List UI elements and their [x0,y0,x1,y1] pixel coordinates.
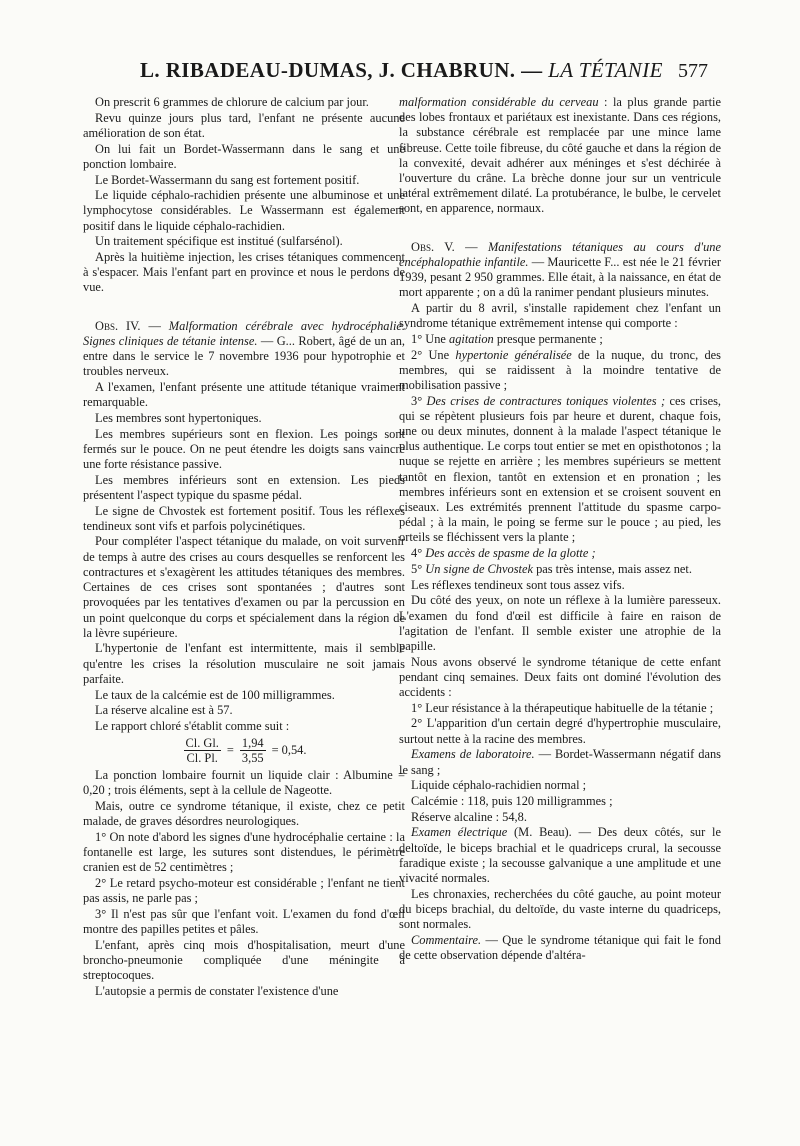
emphasis: agitation [449,331,494,346]
paragraph: Liquide céphalo-rachidien normal ; [411,778,587,793]
list-item [399,348,721,394]
fraction-labels [184,736,221,765]
paragraph [399,933,721,963]
paragraph: Le signe de Chvostek est fortement positif. Tous les réflexes tendineux sont vifs et parfois polycinétiques. [83,503,405,533]
text-run: presque permanente ; [493,331,603,346]
observation-5-heading [399,240,721,301]
observation-dash: — [140,318,169,333]
text-run: 3° [411,393,427,408]
section-label: Examens de laboratoire. [411,747,535,762]
paragraph: Le rapport chloré s'établit comme suit : [95,718,290,733]
text-run: (M. Beau). — Des deux côtés, sur le deltoïde, le biceps brachial et le quadriceps crural, la secousse faradique existe ; la secousse galvanique a une amplitude et une vivacité normales. [399,825,721,885]
paragraph: Les chronaxies, recherchées du côté gauche, au point moteur du biceps brachial, du deltoïde, du vaste interne du quadriceps, sont normales. [399,886,721,932]
emphasis: Un signe de Chvostek [425,561,533,576]
observation-title: Malformation cérébrale avec hydrocéphalie. Signes cliniques de tétanie intense. [83,318,405,348]
paragraph: Le taux de la calcémie est de 100 milligrammes. [95,687,335,702]
paragraph: Le liquide céphalo-rachidien présente une albuminose et une lymphocytose considérables. Le Wassermann est également positif dans le liquide céphalo-rachidien. [83,188,405,233]
observation-label: Obs. V. [411,239,455,254]
list-item [399,562,721,577]
observation-body: — G... Robert, âgé de un an, entre dans le service le 7 novembre 1936 pour hypotrophie et troubles nerveux. [83,333,405,379]
emphasis: Des accès de spasme de la glotte ; [425,546,596,561]
text-run: — Bordet-Wassermann négatif dans le sang ; [399,747,721,777]
paragraph: A l'examen, l'enfant présente une attitude tétanique vraiment remarquable. [83,379,405,410]
right-column [399,95,721,964]
paragraph: Réserve alcaline : 54,8. [411,809,527,824]
emphasis: Des crises de contractures toniques violentes ; [426,393,666,408]
running-header [140,58,708,88]
formula-equals: = [226,743,234,758]
list-item [399,394,721,546]
paragraph: Mais, outre ce syndrome tétanique, il existe, chez ce petit malade, de graves désordres neurologiques. [83,799,405,829]
emphasis: hypertonie généralisée [455,347,572,362]
paragraph: Les membres inférieurs sont en extension. Les pieds présentent l'aspect typique du spasme pédal. [83,472,405,502]
formula-denominator-value: 3,55 [241,751,264,766]
paragraph: Le Bordet-Wassermann du sang est fortement positif. [95,172,360,187]
paragraph: Après la huitième injection, les crises tétaniques commencent à s'espacer. Mais l'enfant part en province et nous le perdons de vue. [83,250,405,295]
text-run: 5° [411,561,426,576]
section-label: Commentaire. [411,932,482,947]
text-run: pas très intense, mais assez net. [532,561,692,576]
list-item [399,332,721,347]
formula-result: = 0,54. [271,743,307,758]
paragraph: 3° Il n'est pas sûr que l'enfant voit. L'examen du fond d'œil montre des papilles petites et pâles. [83,906,405,937]
observation-dash: — [454,239,488,254]
paragraph: On lui fait un Bordet-Wassermann dans le sang et une ponction lombaire. [83,141,405,171]
text-run: 2° Une [411,347,456,362]
section-label: Examen électrique [411,825,508,840]
text-run: : la plus grande partie des lobes frontaux et pariétaux est inexistante. Dans ces régions, la substance cérébrale est remplacée par une mince lame fibreuse. Cette toile fibreuse, du côté gauche et dans la région de la convexité, devait adhérer aux méninges et s'est déchirée à l'ouverture du crâne. La brèche donne jour sur un ventricule latéral extrêmement dilaté. La protubérance, le bulbe, le cervelet sont, en apparence, normaux. [399,95,721,216]
paragraph: Les membres sont hypertoniques. [95,410,262,425]
paragraph: La ponction lombaire fournit un liquide clair : Albumine = 0,20 ; trois éléments, sept à la cellule de Nageotte. [83,768,405,798]
running-title [140,58,663,83]
paragraph: Du côté des yeux, on note un réflexe à la lumière paresseux. L'examen du fond d'œil est difficile à faire en raison de l'agitation de l'enfant. Il semble exister une atrophie de la papille. [399,593,721,653]
text-run: — Que le syndrome tétanique qui fait le fond de cette observation dépende d'altéra- [399,932,721,962]
paragraph [399,747,721,777]
header-authors: L. RIBADEAU-DUMAS, J. CHABRUN. [140,58,516,82]
paragraph: 1° On note d'abord les signes d'une hydrocéphalie certaine : la fontanelle est large, les sutures sont distendues, le périmètre cranien est de 52 centimètres ; [83,829,405,875]
paragraph: L'autopsie a permis de constater l'existence d'une [95,983,339,998]
observation-title: Manifestations tétaniques au cours d'une encéphalopathie infantile. [399,239,721,269]
fraction-values [240,736,266,765]
observation-body: — Mauricette F... est née le 21 février 1939, pesant 2 950 grammes. Elle était, à la naissance, en état de mort apparente ; on a dû la ranimer pendant plusieurs minutes. [399,254,721,300]
text-run: 1° Une [411,331,449,346]
formula-denominator-label: Cl. Pl. [186,751,218,766]
formula-numerator-label: Cl. Gl. [185,736,219,751]
list-item [399,546,721,561]
paragraph: A partir du 8 avril, s'installe rapidement chez l'enfant un syndrome tétanique extrêmement intense qui comporte : [399,300,721,331]
list-item: 2° L'apparition d'un certain degré d'hypertrophie musculaire, surtout nette à la racine des membres. [399,716,721,746]
paragraph: Les réflexes tendineux sont tous assez vifs. [411,577,625,592]
left-column [83,95,405,1000]
header-dash: — [521,58,543,82]
paragraph: 2° Le retard psycho-moteur est considérable ; l'enfant ne tient pas assis, ne parle pas ; [83,876,405,906]
paragraph: Nous avons observé le syndrome tétanique de cette enfant pendant cinq semaines. Deux faits ont dominé l'évolution des accidents : [399,654,721,700]
emphasis: malformation considérable du cerveau [399,95,599,109]
paragraph: Les membres supérieurs sont en flexion. Les poings sont fermés sur le pouce. On ne peut étendre les doigts sans vaincre une forte résistance passive. [83,426,405,471]
text-run: ces crises, qui se répètent plusieurs fois par heure et durent, chaque fois, une ou deux minutes, donnent à la malade l'aspect tétanique le plus authentique. Le corps tout entier se met en opisthotonos ; la nuque se rejette en arrière ; les membres supérieurs se mettent tantôt en flexion, tantôt en extension et en pronation ; les membres inférieurs sont en extension et se croisent souvent en ciseaux. Les extrémités prennent l'attitude du spasme carpo-pédal ; à la main, le poing se ferme sur le pouce ; au pied, les orteils se fléchissent vers la plante ; [399,393,721,545]
paragraph: Un traitement spécifique est institué (sulfarsénol). [95,234,343,249]
paragraph: Revu quinze jours plus tard, l'enfant ne présente aucune amélioration de son état. [83,110,405,140]
paragraph: La réserve alcaline est à 57. [95,703,233,718]
formula-numerator-value: 1,94 [241,736,264,751]
paragraph: Pour compléter l'aspect tétanique du malade, on voit survenir de temps à autre des crises au cours desquelles se renforcent les contractures et s'exagèrent les attitudes tétaniques des membres. Certaines de ces crises sont spontanées ; d'autres sont provoquées par les tentatives d'examen ou par la percussion en un point quelconque du corps et spécialement dans la région de la lèvre supérieure. [83,534,405,640]
list-item: 1° Leur résistance à la thérapeutique habituelle de la tétanie ; [411,700,714,715]
page-number: 577 [678,60,708,82]
paragraph [399,95,721,217]
observation-4-heading [83,319,405,380]
header-title: LA TÉTANIE [548,58,663,82]
text-run: de la nuque, du tronc, des membres, qui se raidissent à la moindre tentative de mobilisation passive ; [399,347,721,392]
paragraph: L'enfant, après cinq mois d'hospitalisation, meurt d'une broncho-pneumonie compliquée d'une méningite à streptocoques. [83,937,405,983]
paragraph: L'hypertonie de l'enfant est intermittente, mais il semble qu'entre les crises la résolution musculaire ne soit jamais parfaite. [83,641,405,686]
observation-label: Obs. IV. [95,318,141,333]
paragraph [399,825,721,886]
paragraph: Calcémie : 118, puis 120 milligrammes ; [411,793,613,808]
paragraph: On prescrit 6 grammes de chlorure de calcium par jour. [95,95,369,109]
chloride-ratio-formula [83,736,405,765]
text-run: 4° [411,546,426,561]
